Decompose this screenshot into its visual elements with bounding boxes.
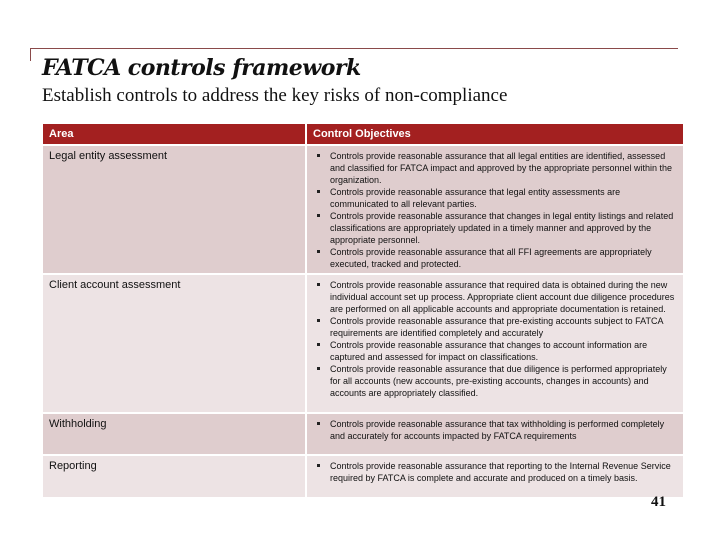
table-row <box>43 145 684 274</box>
objectives-cell <box>306 145 684 274</box>
objective-item: Controls provide reasonable assurance that tax withholding is performed completely and accurately for accounts impacted by FATCA requirements <box>325 418 677 442</box>
area-cell: Withholding <box>43 413 306 455</box>
area-cell: Client account assessment <box>43 274 306 413</box>
header-control-objectives: Control Objectives <box>306 124 684 145</box>
objective-item: Controls provide reasonable assurance that all legal entities are identified, assessed and classified for FATCA impact and approved by the appropriate personnel within the organization. <box>325 150 677 186</box>
objective-item: Controls provide reasonable assurance that changes in legal entity listings and related classifications are appropriately updated in a timely manner and approved by the appropriate personnel. <box>325 210 677 246</box>
table-row <box>43 455 684 497</box>
area-cell: Legal entity assessment <box>43 145 306 274</box>
table-header <box>43 124 684 145</box>
objectives-cell <box>306 274 684 413</box>
objective-item: Controls provide reasonable assurance that legal entity assessments are communicated to all relevant parties. <box>325 186 677 210</box>
table-row <box>43 274 684 413</box>
table-row <box>43 413 684 455</box>
page-number: 41 <box>651 494 666 510</box>
objectives-cell <box>306 455 684 497</box>
objective-item: Controls provide reasonable assurance that due diligence is performed appropriately for all accounts (new accounts, pre-existing accounts, changes in accounts) and accounts are appropriately classified. <box>325 363 677 399</box>
objective-item: Controls provide reasonable assurance that changes to account information are captured and assessed for impact on classifications. <box>325 339 677 363</box>
area-cell: Reporting <box>43 455 306 497</box>
controls-table <box>43 124 685 497</box>
objective-item: Controls provide reasonable assurance that reporting to the Internal Revenue Service required by FATCA is complete and accurate and produced on a timely basis. <box>325 460 677 484</box>
top-rule <box>30 48 678 49</box>
page-title: FATCA controls framework <box>42 55 361 81</box>
page-subtitle: Establish controls to address the key risks of non-compliance <box>42 85 508 106</box>
objectives-cell <box>306 413 684 455</box>
objective-item: Controls provide reasonable assurance that pre-existing accounts subject to FATCA requirements are identified completely and accurately <box>325 315 677 339</box>
objective-item: Controls provide reasonable assurance that required data is obtained during the new individual account set up process. Appropriate client account due diligence procedures are performed on all applicable accounts and appropriate documentation is retained. <box>325 279 677 315</box>
header-area: Area <box>43 124 306 145</box>
objective-item: Controls provide reasonable assurance that all FFI agreements are appropriately executed, tracked and protected. <box>325 246 677 270</box>
rule-tick <box>30 48 31 61</box>
